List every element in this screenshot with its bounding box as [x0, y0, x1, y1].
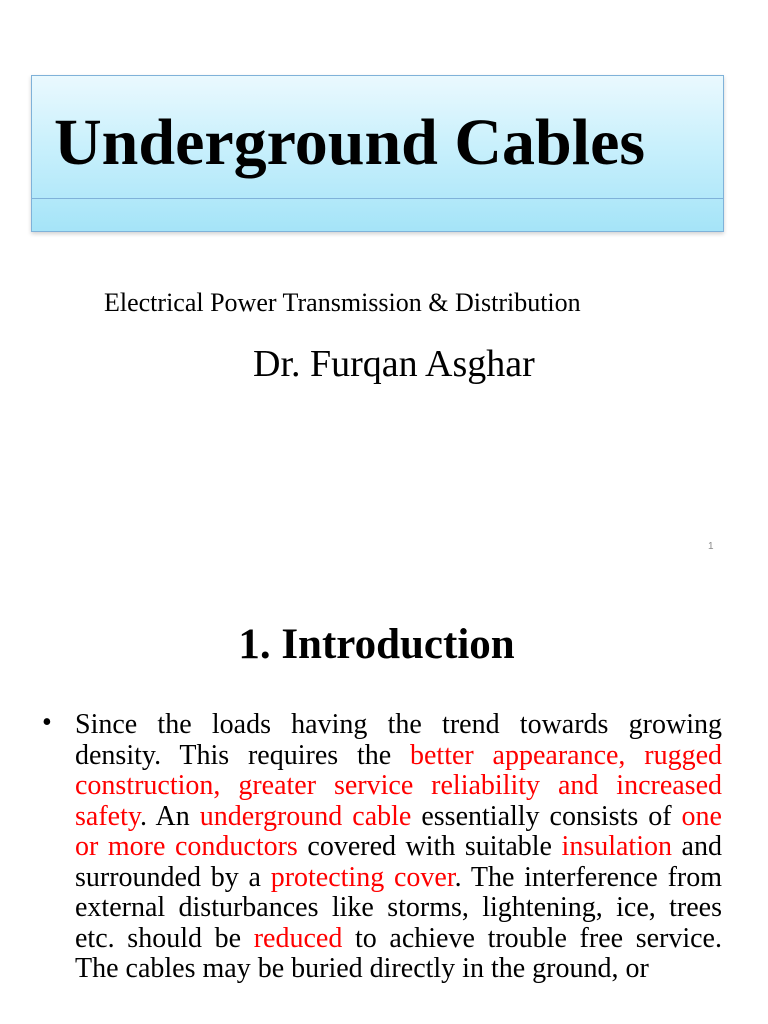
- highlighted-text: one or more conductors: [75, 800, 722, 862]
- body-text-segment: and surrounded by a: [75, 831, 722, 893]
- bullet-icon: •: [42, 707, 52, 738]
- body-text-segment: covered with suitable: [297, 831, 562, 862]
- highlighted-text: underground cable: [199, 800, 412, 832]
- body-text-segment: to achieve trouble free service. The cables may be buried directly in the ground, or: [75, 922, 722, 984]
- body-text-segment: Since the loads having the trend towards growing density. This requires the: [75, 709, 722, 771]
- highlighted-text: insulation: [561, 831, 672, 862]
- highlighted-text: protecting cover: [270, 861, 455, 893]
- slide-title: Underground Cables: [54, 106, 646, 179]
- body-text-segment: . The interference from external disturbances like storms, lightening, ice, trees etc. should be: [75, 861, 723, 954]
- highlighted-text: better appearance, rugged construction, greater service reliability and increased safety: [75, 739, 722, 832]
- introduction-slide: [0, 576, 768, 1024]
- course-subtitle: Electrical Power Transmission & Distribution: [104, 288, 581, 317]
- title-banner: [31, 75, 724, 232]
- body-text-segment: essentially consists of: [411, 800, 682, 832]
- section-heading: 1. Introduction: [238, 621, 515, 668]
- body-text-segment: . An: [140, 800, 200, 832]
- author-name: Dr. Furqan Asghar: [253, 343, 535, 385]
- highlighted-text: reduced: [253, 922, 343, 954]
- banner-divider: [32, 198, 723, 199]
- slide-number: 1: [708, 541, 714, 552]
- intro-paragraph: [75, 710, 722, 985]
